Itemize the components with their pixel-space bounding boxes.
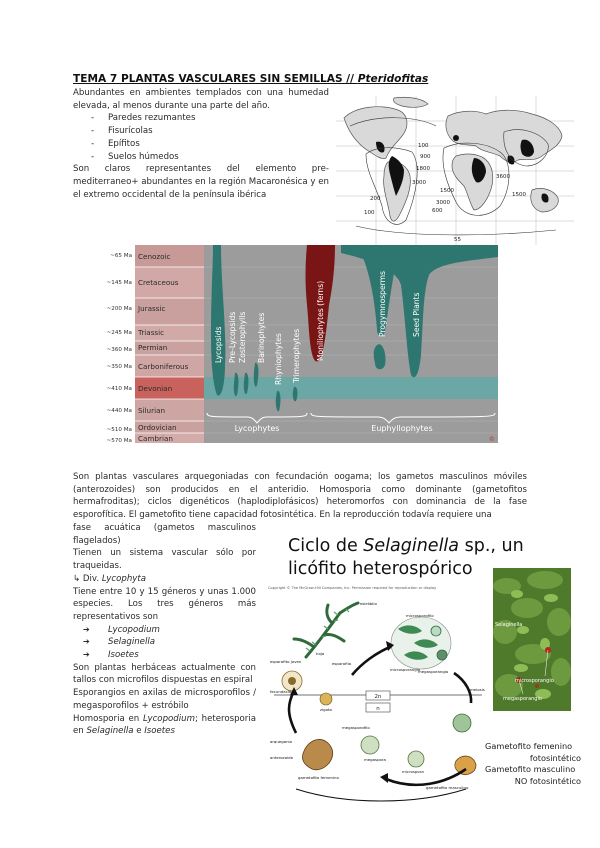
- contour-label: 3000: [436, 200, 450, 206]
- contour-label: 900: [420, 154, 431, 160]
- cycle-title: [288, 535, 524, 581]
- contour-label: 55: [454, 237, 461, 243]
- chart-copyright: ©: [489, 436, 495, 443]
- diagram-label: megasporangio: [418, 669, 449, 674]
- diagram-label: gametofito masculino: [426, 785, 469, 790]
- diagram-label: microsporangio: [390, 667, 421, 672]
- diagram-label: meiosis: [470, 687, 485, 692]
- cycle-title-pre: Ciclo de: [288, 536, 364, 556]
- caption-line: Gametofito femenino: [485, 741, 573, 751]
- intro-paragraph: Abundantes en ambientes templados con una humedad elevada, al menos durante una parte del año.: [73, 88, 329, 111]
- contour-label: 100: [364, 210, 375, 216]
- diagram-label: anterozoide: [270, 755, 294, 760]
- period-label: Ordovician: [138, 423, 177, 432]
- period-label: Devonian: [138, 384, 173, 393]
- diagram-label: microspora: [402, 769, 424, 774]
- list-item: - Fisurícolas: [91, 125, 329, 138]
- period-label: Cambrian: [138, 434, 173, 443]
- contour-label: 3000: [412, 180, 426, 186]
- photo-label: Selaginella: [495, 622, 523, 628]
- diagram-label: esporofilo: [332, 661, 352, 666]
- diagram-label: gametofito femenino: [298, 775, 339, 780]
- contour-label: 3600: [496, 174, 510, 180]
- vascular-system-text: Tienen un sistema vascular sólo por traqueidas.: [73, 548, 256, 572]
- period-label: Jurassic: [138, 304, 166, 313]
- period-label: Permian: [138, 343, 168, 352]
- photo-label: microsporangio: [515, 678, 554, 684]
- diagram-label: estróbilo: [360, 601, 377, 606]
- diagram-label: zigoto: [320, 707, 332, 712]
- age-label: ~510 Ma: [107, 427, 132, 433]
- diagram-copyright: Copyright © The McGraw-Hill Companies, Inc. Permission required for reproduction or display: [268, 586, 437, 590]
- cycle-title-post: sp., un: [459, 536, 524, 556]
- list-item: - Epífitos: [91, 138, 329, 151]
- period-label: Cenozoic: [138, 252, 171, 261]
- taxon-label: Seed Plants: [412, 292, 421, 337]
- sporangia-text: Esporangios en axilas de microsporofilos / megasporofilos + estróbilo: [73, 688, 256, 711]
- caption-line: fotosintético: [529, 752, 581, 763]
- title-main: TEMA 7 PLANTAS VASCULARES SIN SEMILLAS //: [73, 73, 358, 85]
- age-label: ~245 Ma: [107, 330, 132, 336]
- list-item: ➔ Isoetes: [83, 649, 256, 662]
- genera-list: [73, 624, 256, 662]
- diagram-label: microsporofilo: [406, 613, 434, 618]
- cycle-title-italic: Selaginella: [363, 536, 460, 556]
- world-distribution-map: [336, 96, 574, 245]
- photo-label: megasporangio: [503, 696, 542, 702]
- group-label: Euphyllophytes: [371, 424, 433, 433]
- group-label: Lycophytes: [234, 424, 280, 433]
- contour-label: 1800: [416, 166, 430, 172]
- age-label: ~145 Ma: [107, 280, 132, 286]
- selaginella-life-cycle-diagram: [266, 583, 490, 815]
- taxon-label: Zosterophylls: [238, 311, 247, 363]
- contour-label: 1500: [440, 188, 454, 194]
- age-label: ~440 Ma: [107, 408, 132, 414]
- period-label: Silurian: [138, 406, 166, 415]
- division-heading: [73, 573, 256, 586]
- title-italic: Pteridofitas: [357, 73, 429, 85]
- caption-line: Gametofito masculino: [485, 764, 576, 775]
- page-title: [73, 73, 428, 86]
- text-span: e: [133, 726, 145, 737]
- diagram-label: megasporofilo: [342, 725, 370, 730]
- taxon-label: Moniliophytes (ferns): [316, 280, 325, 361]
- age-label: ~410 Ma: [107, 386, 132, 392]
- distribution-paragraph: Son claros representantes del elemento pre-mediterraneo+ abundantes en la región Macaronésica y en el extremo occidental de la península ibérica: [73, 164, 329, 200]
- age-label: ~360 Ma: [107, 347, 132, 353]
- list-item: - Paredes rezumantes: [91, 112, 329, 125]
- taxon-label: Rhyniophytes: [274, 333, 283, 385]
- lycophyta-section: [73, 522, 256, 738]
- cycle-title-line2: licófito heterospórico: [288, 559, 473, 579]
- herbaceous-text: Son plantas herbáceas actualmente con tallos con microfilos dispuestas en espiral: [73, 662, 256, 686]
- aquatic-phase-text: fase acuática (gametos masculinos flagelados): [73, 523, 256, 546]
- diagram-label: esporofito joven: [270, 659, 302, 664]
- text-span: Homosporia en: [73, 713, 144, 724]
- contour-label: 1500: [512, 192, 526, 198]
- geologic-time-chart: [107, 245, 498, 450]
- list-item: ➔ Lycopodium: [83, 624, 256, 637]
- body-paragraph: Son plantas vasculares arquegoniadas con fecundación oogama; los gametos masculinos móviles (anterozoides) son producidos en el anteridio. Homosporia como dominante (gametofitos hermafroditas); ciclos digenéticos (haplodiplofásicos) heteromorfos con dominancia de la fase esporofítica. El gametofito tiene capacidad fotosintética. En la reproducción todavía requiere una: [73, 472, 527, 521]
- selaginella-photo: [493, 568, 571, 711]
- period-label: Triassic: [138, 328, 165, 337]
- contour-label: 100: [418, 143, 429, 149]
- age-label: ~350 Ma: [107, 364, 132, 370]
- age-label: ~200 Ma: [107, 306, 132, 312]
- text-span: ; heterosporia en: [73, 713, 256, 737]
- division-prefix: ↳ Div.: [73, 573, 102, 584]
- diagram-label: arquegonio: [270, 739, 293, 744]
- taxon-label: Pre-Lycopsids: [228, 311, 237, 363]
- intro-section: [73, 87, 329, 201]
- ploidy-2n: 2n: [374, 694, 382, 700]
- gametophyte-caption: [485, 741, 581, 787]
- caption-line: NO fotosintético: [514, 775, 581, 786]
- contour-label: 200: [370, 196, 381, 202]
- contour-label: 600: [432, 208, 443, 214]
- diagram-label: megaspora: [364, 757, 386, 762]
- diagram-label: fecundación: [270, 689, 294, 694]
- period-label: Carboniferous: [138, 362, 189, 371]
- ploidy-n: n: [376, 706, 380, 712]
- vascular-plants-paragraph: [73, 471, 527, 522]
- taxon-label: Progymnosperms: [378, 270, 387, 337]
- taxon-label: Trimerophytes: [292, 328, 301, 383]
- taxon-label: Barinophytes: [257, 312, 266, 363]
- homosporia-text: [73, 713, 256, 738]
- age-label: ~570 Ma: [107, 438, 132, 444]
- genera-count-text: Tiene entre 10 y 15 géneros y unas 1.000 especies. Los tres géneros más representativos son: [73, 586, 256, 622]
- diagram-label: hoja: [316, 651, 325, 656]
- division-name: Lycophyta: [101, 573, 147, 584]
- genus-name: Isoetes: [144, 726, 175, 737]
- habitat-list: [73, 112, 329, 163]
- period-label: Cretaceous: [138, 278, 179, 287]
- taxon-label: Lycopsids: [214, 326, 223, 363]
- age-label: ~65 Ma: [110, 253, 132, 259]
- list-item: - Suelos húmedos: [91, 151, 329, 164]
- genus-name: Lycopodium: [143, 713, 195, 724]
- genus-name: Selaginella: [86, 726, 134, 737]
- list-item: ➔ Selaginella: [83, 636, 256, 649]
